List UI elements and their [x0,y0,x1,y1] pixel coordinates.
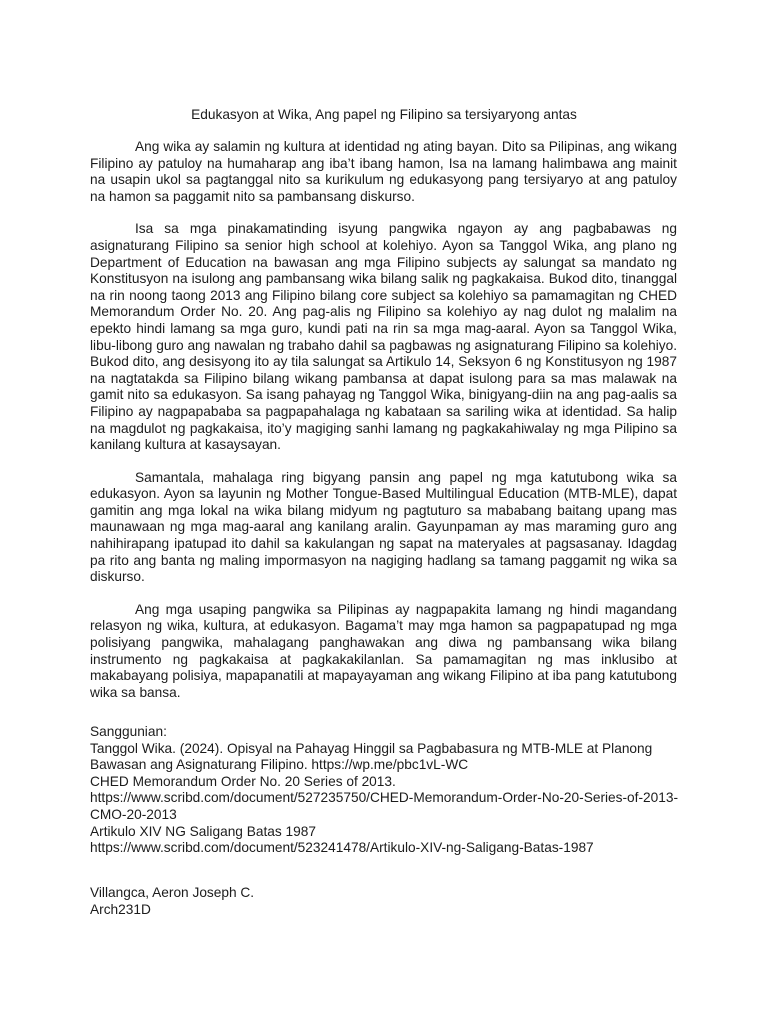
paragraph-mother-tongue: Samantala, mahalaga ring bigyang pansin ang papel ng mga katutubong wika sa edukasyon. Ayon sa layunin ng Mother Tongue-Based Multilingual Education (MTB-MLE), dapat gamitin ang mga lokal na wika bilang midyum ng pagtuturo sa mababang baitang upang mas maunawaan ng mga mag-aaral ang kanilang aralin. Gayunpaman ay mas maraming guro ang nahihirapang ipatupad ito dahil sa kakulangan ng sapat na materyales at pagsasanay. Idagdag pa rito ang banta ng maling impormasyon na nagiging hadlang sa tamang paggamit ng wika sa diskurso. [90,469,677,585]
paragraph-conclusion: Ang mga usaping pangwika sa Pilipinas ay nagpapakita lamang ng hindi magandang relasyon ng wika, kultura, at edukasyon. Bagama’t may mga hamon sa pagpapatupad ng mga polisiyang pangwika, mahalagang panghawakan ang diwa ng pambansang wika bilang instrumento ng pagkakaisa at pagkakakilanlan. Sa pamamagitan ng mas inklusibo at makabayang polisiya, mapapanatili at mapayayaman ang wikang Filipino at iba pang katutubong wika sa bansa. [90,601,677,700]
paragraph-issue: Isa sa mga pinakamatinding isyung pangwika ngayon ay ang pagbabawas ng asignaturang Filipino sa senior high school at kolehiyo. Ayon sa Tanggol Wika, ang plano ng Department of Education na bawasan ang mga Filipino subjects ay salungat sa mandato ng Konstitusyon na isulong ang pambansang wika bilang salik ng pagkakaisa. Bukod dito, tinanggal na rin noong taong 2013 ang Filipino bilang core subject sa kolehiyo sa pamamagitan ng CHED Memorandum Order No. 20. Ang pag-alis ng Filipino sa kolehiyo ay nag dulot ng malalim na epekto hindi lamang sa mga guro, kundi pati na rin sa mga mag-aaral. Ayon sa Tanggol Wika, libu-libong guro ang nawalan ng trabaho dahil sa pagbawas ng asignaturang Filipino sa kolehiyo. Bukod dito, ang desisyong ito ay tila salungat sa Artikulo 14, Seksyon 6 ng Konstitusyon ng 1987 na nagtatakda sa Filipino bilang wikang pambansa at dapat isulong para sa mas malawak na gamit nito sa edukasyon. Sa isang pahayag ng Tanggol Wika, binigyang-diin na ang pag-aalis sa Filipino ay nagpapababa sa pagpapahalaga ng kabataan sa sariling wika at identidad. Sa halip na magdulot ng pagkakaisa, ito’y magiging sanhi lamang ng pagkakahiwalay ng mga Pilipino sa kanilang kultura at kasaysayan. [90,221,677,453]
references-section [90,724,690,857]
author-section: Arch231D [90,901,151,917]
reference-line: CHED Memorandum Order No. 20 Series of 2013. [90,773,396,789]
author-name: Villangca, Aeron Joseph C. [90,885,255,900]
reference-link: https://www.scribd.com/document/527235750/CHED-Memorandum-Order-No-20-Series-of-2013-CMO-20-2013 [90,790,679,822]
reference-line: Artikulo XIV NG Saligang Batas 1987 [90,823,316,839]
essay-body [90,139,677,717]
reference-link: https://www.scribd.com/document/523241478/Artikulo-XIV-ng-Saligang-Batas-1987 [90,840,594,856]
reference-line: Tanggol Wika. (2024). Opisyal na Pahayag Hinggil sa Pagbabasura ng MTB-MLE at Planong Bawasan ang Asignaturang Filipino. https://wp.me/pbc1vL-WC [90,740,653,773]
document-title: Edukasyon at Wika, Ang papel ng Filipino sa tersiyaryong antas [191,107,577,122]
paragraph-intro: Ang wika ay salamin ng kultura at identidad ng ating bayan. Dito sa Pilipinas, ang wikang Filipino ay patuloy na humaharap ang iba’t ibang hamon, Isa na lamang halimbawa ang mainit na usapin ukol sa pagtanggal nito sa kurikulum ng edukasyong pang tersiyaryo at ang patuloy na hamon sa paggamit nito sa pambansang diskurso. [90,139,677,204]
author-block [90,885,690,918]
references-heading: Sanggunian: [90,724,167,739]
